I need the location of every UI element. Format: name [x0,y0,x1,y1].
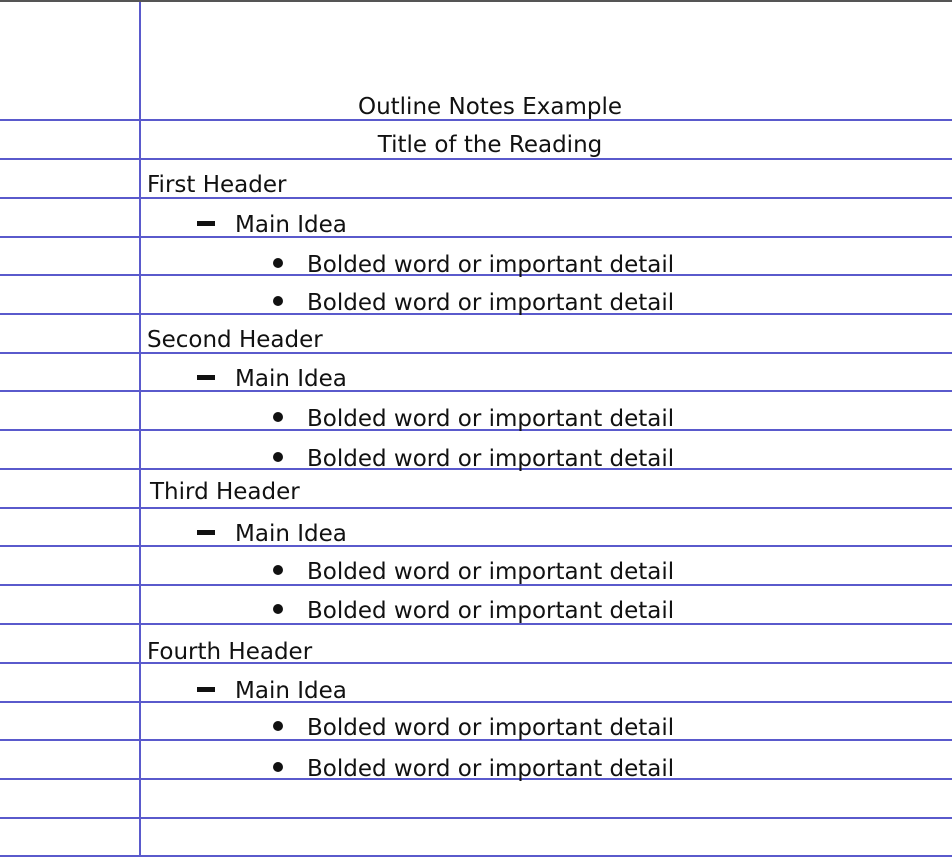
ruled-line [0,236,952,238]
bullet-icon [273,721,283,731]
detail-item [273,405,674,433]
ruled-line [0,390,952,392]
dash-icon [197,375,215,380]
detail-label: Bolded word or important detail [307,756,675,782]
detail-label: Bolded word or important detail [307,715,675,741]
detail-label: Bolded word or important detail [307,598,675,624]
detail-item [273,755,674,783]
reading-title: Title of the Reading [377,132,603,158]
detail-item [273,597,674,625]
main-idea [197,365,347,393]
ruled-line [0,662,952,664]
main-idea [197,211,347,239]
detail-label: Bolded word or important detail [307,446,675,472]
bullet-icon [273,412,283,422]
dash-icon [197,687,215,692]
bullet-icon [273,296,283,306]
bullet-icon [273,762,283,772]
detail-label: Bolded word or important detail [307,252,675,278]
bullet-icon [273,604,283,614]
ruled-line [0,352,952,354]
detail-item [273,558,674,586]
detail-label: Bolded word or important detail [307,290,675,316]
page-title: Outline Notes Example [357,94,623,120]
bullet-icon [273,565,283,575]
detail-label: Bolded word or important detail [307,559,675,585]
main-idea-label: Main Idea [235,212,347,238]
ruled-line [0,197,952,199]
bullet-icon [273,258,283,268]
section-header: Fourth Header [147,639,313,665]
dash-icon [197,221,215,226]
detail-item [273,289,674,317]
ruled-line [0,817,952,819]
detail-label: Bolded word or important detail [307,406,675,432]
main-idea-label: Main Idea [235,678,347,704]
detail-item [273,251,674,279]
detail-item [273,714,674,742]
ruled-line [0,701,952,703]
main-idea [197,520,347,548]
main-idea-label: Main Idea [235,521,347,547]
ruled-line [0,545,952,547]
main-idea-label: Main Idea [235,366,347,392]
dash-icon [197,530,215,535]
section-header: Third Header [150,479,300,505]
detail-item [273,445,674,473]
section-header: Second Header [147,327,323,353]
bullet-icon [273,452,283,462]
section-header: First Header [147,172,287,198]
ruled-line [0,507,952,509]
main-idea [197,677,347,705]
